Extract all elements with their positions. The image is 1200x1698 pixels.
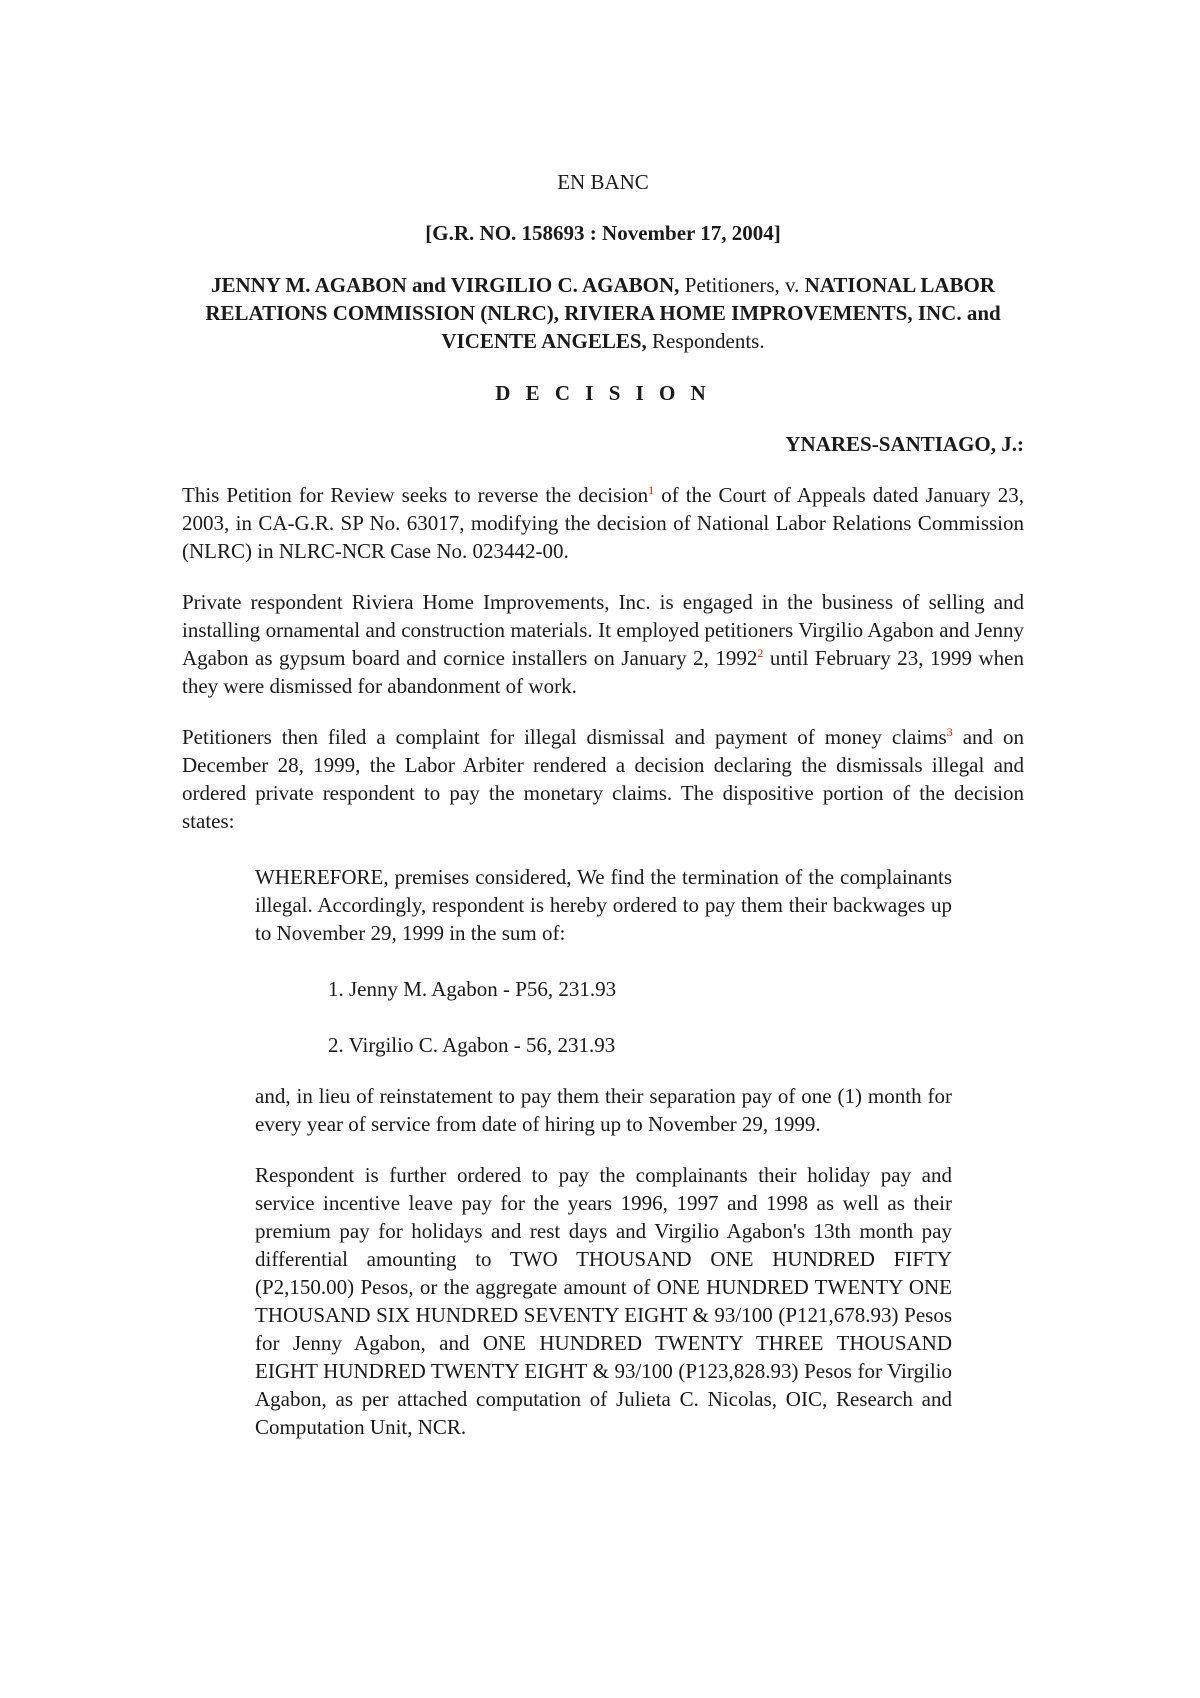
- decision-title: D E C I S I O N: [495, 381, 711, 405]
- paragraph-1: [182, 481, 1024, 565]
- petitioners-names: JENNY M. AGABON and VIRGILIO C. AGABON,: [210, 273, 680, 297]
- paragraph-1-text: This Petition for Review seeks to reverse the decision: [182, 483, 649, 507]
- petitioners-label: Petitioners, v.: [679, 273, 805, 297]
- footnote-link-2[interactable]: 2: [757, 646, 764, 660]
- paragraph-2-text: Private respondent Riviera Home Improvements, Inc. is engaged in the business of selling and installing ornamental and construction materials. It employed petitioners Virgilio Agabon and Jenny Agabon as gypsum board and cornice installers on January 2, 1992: [182, 590, 1024, 670]
- ponente: YNARES-SANTIAGO, J.:: [785, 432, 1024, 456]
- court-division: EN BANC: [557, 170, 649, 194]
- paragraph-3-text-cont: and on December 28, 1999, the Labor Arbiter rendered a decision declaring the dismissals illegal and ordered private respondent to pay the monetary claims. The dispositive portion of the decision states:: [182, 725, 1024, 833]
- quote-further-order: Respondent is further ordered to pay the complainants their holiday pay and service incentive leave pay for the years 1996, 1997 and 1998 as well as their premium pay for holidays and rest days and Virgilio Agabon's 13th month pay differential amounting to TWO THOUSAND ONE HUNDRED FIFTY (P2,150.00) Pesos, or the aggregate amount of ONE HUNDRED TWENTY ONE THOUSAND SIX HUNDRED SEVENTY EIGHT & 93/100 (P121,678.93) Pesos for Jenny Agabon, and ONE HUNDRED TWENTY THREE THOUSAND EIGHT HUNDRED TWENTY EIGHT & 93/100 (P123,828.93) Pesos for Virgilio Agabon, as per attached computation of Julieta C. Nicolas, OIC, Research and Computation Unit, NCR.: [255, 1163, 952, 1439]
- paragraph-3: [182, 723, 1024, 835]
- quote-separation-pay: and, in lieu of reinstatement to pay them their separation pay of one (1) month for every year of service from date of hiring up to November 29, 1999.: [255, 1084, 952, 1136]
- footnote-link-1[interactable]: 1: [648, 483, 655, 497]
- quoted-dispositive-portion: [255, 863, 952, 1441]
- paragraph-1-text-cont: of the Court of Appeals dated January 23, 2003, in CA-G.R. SP No. 63017, modifying the decision of National Labor Relations Commission (NLRC) in NLRC-NCR Case No. 023442-00.: [182, 483, 1024, 563]
- claim-item: 2. Virgilio C. Agabon - 56, 231.93: [328, 1033, 616, 1057]
- document-page: [182, 168, 1024, 1441]
- paragraph-2: [182, 588, 1024, 700]
- case-parties: [182, 271, 1024, 355]
- claim-item: 1. Jenny M. Agabon - P56, 231.93: [328, 977, 617, 1001]
- respondents-label: Respondents.: [646, 329, 765, 353]
- paragraph-2-text-cont: until February 23, 1999 when they were dismissed for abandonment of work.: [182, 646, 1024, 698]
- case-number: [G.R. NO. 158693 : November 17, 2004]: [425, 221, 781, 245]
- footnote-link-3[interactable]: 3: [946, 725, 953, 739]
- respondents-names: NATIONAL LABOR RELATIONS COMMISSION (NLRC), RIVIERA HOME IMPROVEMENTS, INC. and VICENTE ANGELES,: [205, 273, 1001, 353]
- paragraph-3-text: Petitioners then filed a complaint for illegal dismissal and payment of money claims: [182, 725, 947, 749]
- quote-intro: WHEREFORE, premises considered, We find the termination of the complainants illegal. Accordingly, respondent is hereby ordered to pay them their backwages up to November 29, 1999 in the sum of:: [255, 865, 952, 945]
- claims-list: [255, 975, 952, 1059]
